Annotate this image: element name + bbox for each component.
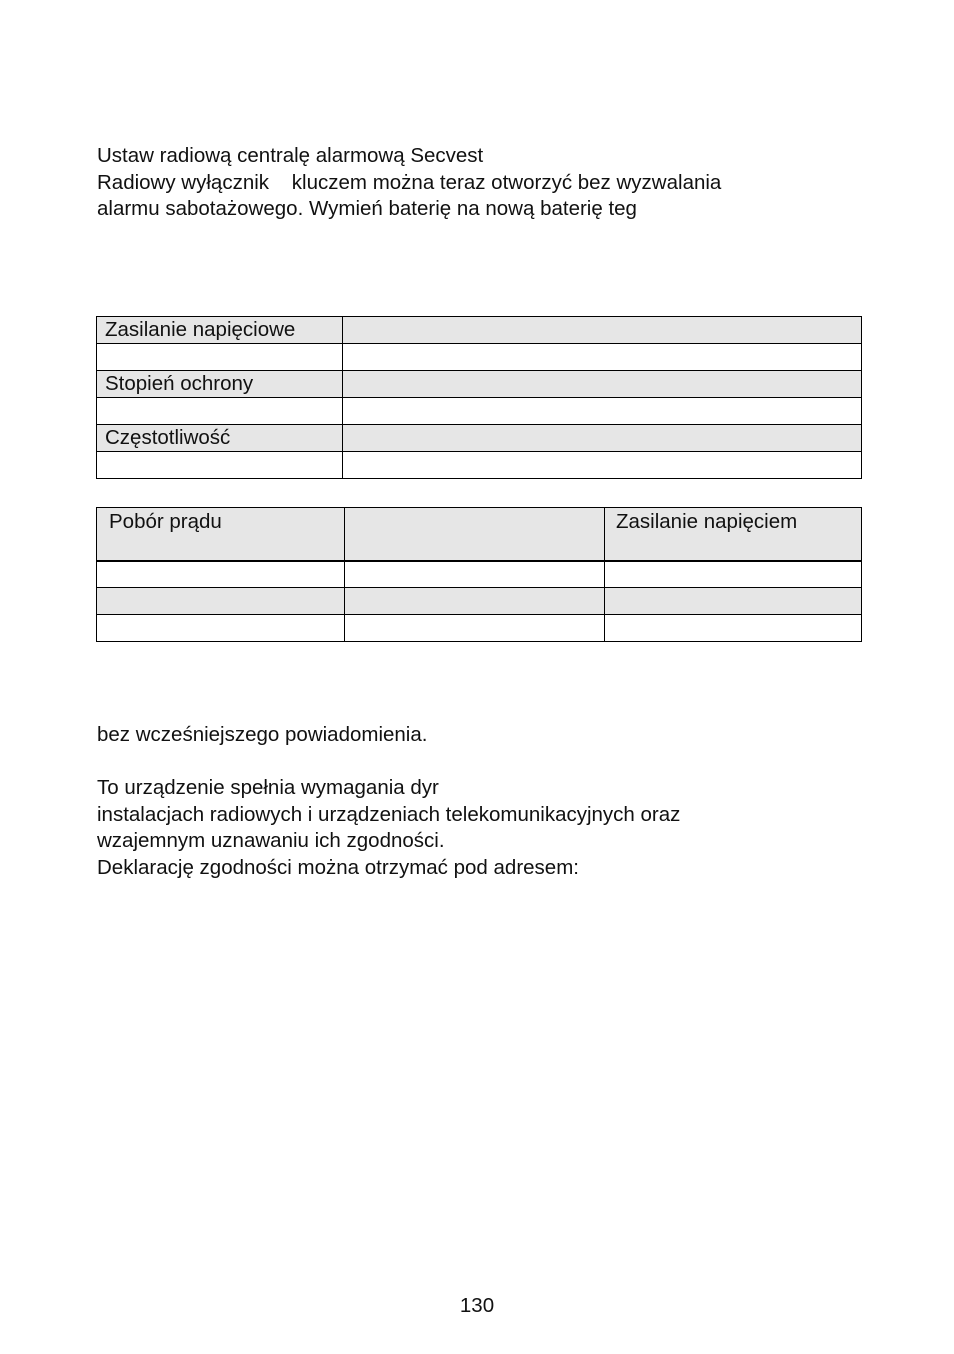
- table-header-row: [97, 508, 862, 561]
- spec-label-frequency: Częstotliwość: [97, 425, 343, 452]
- spec-table-current: [96, 507, 862, 642]
- table-cell: [605, 615, 862, 642]
- conformity-line-4: instalacjach radiowych i urządzeniach telekomunikacyjnych oraz: [97, 802, 681, 826]
- intro-line-2: Radiowy wyłącznik kluczem można teraz otworzyć bez wyzwalania: [97, 170, 722, 194]
- table-cell: [605, 588, 862, 615]
- conformity-line-3: To urządzenie spełnia wymagania dyr: [97, 776, 439, 799]
- spec-table-power: [96, 316, 862, 479]
- table-cell: [97, 588, 345, 615]
- table-row: [97, 588, 862, 615]
- header-cell: [345, 508, 605, 561]
- table-cell: [345, 588, 605, 615]
- spec-label: [97, 398, 343, 425]
- table-cell: [345, 615, 605, 642]
- table-row: [97, 425, 862, 452]
- spec-value: [343, 344, 862, 371]
- intro-paragraph: [97, 143, 721, 223]
- spec-label: [97, 452, 343, 479]
- spec-label-voltage: Zasilanie napięciowe: [97, 317, 343, 344]
- table-cell: [345, 561, 605, 588]
- spec-label-protection: Stopień ochrony: [97, 371, 343, 398]
- table-row: [97, 371, 862, 398]
- table-row: [97, 561, 862, 588]
- header-supply-voltage: Zasilanie napięciem: [605, 508, 862, 561]
- intro-line-3: alarmu sabotażowego. Wymień baterię na nową baterię teg: [97, 197, 637, 220]
- header-current-draw: Pobór prądu: [97, 508, 345, 561]
- table-cell: [97, 615, 345, 642]
- spec-value: [343, 398, 862, 425]
- table-cell: [605, 561, 862, 588]
- table-cell: [97, 561, 345, 588]
- conformity-paragraph: [97, 722, 680, 881]
- spec-value: [343, 452, 862, 479]
- conformity-line-6: Deklarację zgodności można otrzymać pod adresem:: [97, 855, 579, 879]
- spec-value: [343, 371, 862, 398]
- page-number: 130: [459, 1294, 495, 1317]
- table-row: [97, 615, 862, 642]
- intro-line-1: Ustaw radiową centralę alarmową Secvest: [97, 144, 484, 167]
- spec-label: [97, 344, 343, 371]
- conformity-line-5: wzajemnym uznawaniu ich zgodności.: [97, 829, 445, 852]
- table-row: [97, 452, 862, 479]
- spec-value: [343, 425, 862, 452]
- conformity-line-1: bez wcześniejszego powiadomienia.: [97, 723, 428, 746]
- spec-value: [343, 317, 862, 344]
- table-row: [97, 317, 862, 344]
- table-row: [97, 398, 862, 425]
- table-row: [97, 344, 862, 371]
